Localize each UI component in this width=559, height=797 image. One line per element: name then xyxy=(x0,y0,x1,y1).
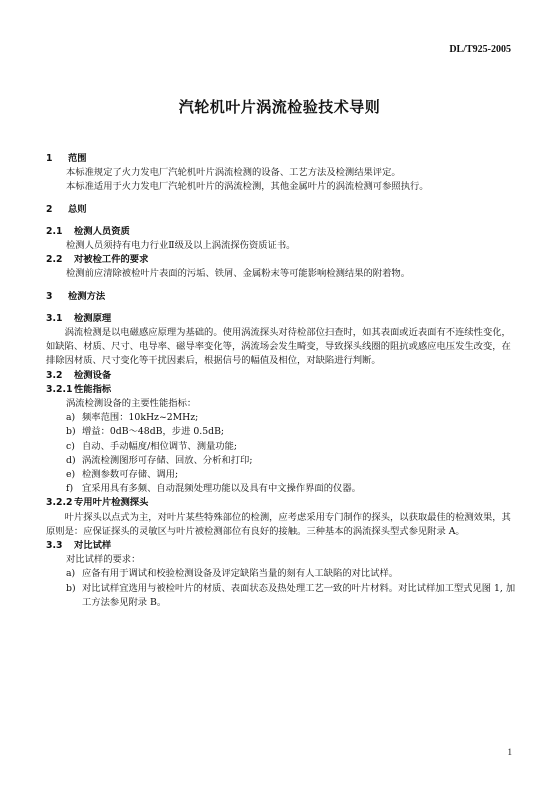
section-2-2-text: 检测前应清除被检叶片表面的污垢、铁屑、金属粉末等可能影响检测结果的附着物。 xyxy=(66,268,410,280)
standard-code: DL/T925-2005 xyxy=(449,44,511,55)
section-1-paragraph-2: 本标准适用于火力发电厂汽轮机叶片的涡流检测，其他金属叶片的涡流检测可参照执行。 xyxy=(66,181,429,193)
section-3-heading: 3 检测方法 xyxy=(46,290,106,302)
list-item: b) 对比试样宜选用与被检叶片的材质、表面状态及热处理工艺一致的叶片材料。对比试样加工型式见图 1, 加工方法参见附录 B。 xyxy=(66,582,516,608)
section-3-1-text: 涡流检测是以电磁感应原理为基础的。使用涡流探头对待检部位扫查时，如其表面或近表面有不连续性变化，如缺陷、材质、尺寸、电导率、磁导率变化等，涡流场会发生畸变，导致探头线圈的阻抗或感应电压发生改变，在排除因材质、尺寸变化等干扰因素后，根据信号的幅值及相位，对缺陷进行判断。 xyxy=(46,327,511,367)
section-3-2-2-text: 叶片探头以点式为主，对叶片某些特殊部位的检测，应考虑采用专门制作的探头，以获取最佳的检测效果，其原则是：应保证探头的灵敏区与叶片被检测部位有良好的接触。三种基本的涡流探头型式参见附录 A。 xyxy=(46,511,511,537)
section-2-2-heading: 2.2 对被检工件的要求 xyxy=(46,254,149,266)
section-3-1-heading: 3.1 检测原理 xyxy=(46,312,112,324)
section-1-paragraph-1: 本标准规定了火力发电厂汽轮机叶片涡流检测的设备、工艺方法及检测结果评定。 xyxy=(66,167,401,179)
page-number: 1 xyxy=(507,747,512,757)
list-item: b) 增益：0dB～48dB，步进 0.5dB; xyxy=(66,426,225,438)
section-1-heading: 1 范围 xyxy=(46,153,87,164)
list-item: f) 宜采用具有多频、自动混频处理功能以及具有中文操作界面的仪器。 xyxy=(66,483,361,495)
list-item: c) 自动、手动幅度/相位调节、测量功能; xyxy=(66,440,238,452)
section-3-3-intro: 对比试样的要求： xyxy=(66,554,141,566)
list-item: a) 应备有用于调试和校验检测设备及评定缺陷当量的刻有人工缺陷的对比试样。 xyxy=(66,568,399,580)
document-body xyxy=(46,152,516,610)
section-2-heading: 2 总则 xyxy=(46,203,87,215)
section-2-1-text: 检测人员须持有电力行业Ⅱ级及以上涡流探伤资质证书。 xyxy=(66,240,296,252)
section-3-2-1-intro: 涡流检测设备的主要性能指标： xyxy=(66,398,197,410)
list-item: d) 涡流检测图形可存储、回放、分析和打印; xyxy=(66,454,253,466)
section-3-2-heading: 3.2 检测设备 xyxy=(46,369,112,381)
section-3-2-1-heading: 3.2.1 性能指标 xyxy=(46,383,112,395)
section-3-2-2-heading: 3.2.2 专用叶片检测探头 xyxy=(46,497,149,509)
section-3-3-heading: 3.3 对比试样 xyxy=(46,540,112,552)
list-item: e) 检测参数可存储、调用; xyxy=(66,469,179,481)
section-2-1-heading: 2.1 检测人员资质 xyxy=(46,225,130,237)
page-title: 汽轮机叶片涡流检验技术导则 xyxy=(178,98,381,116)
list-item: a) 频率范围：10kHz~2MHz; xyxy=(66,412,199,424)
